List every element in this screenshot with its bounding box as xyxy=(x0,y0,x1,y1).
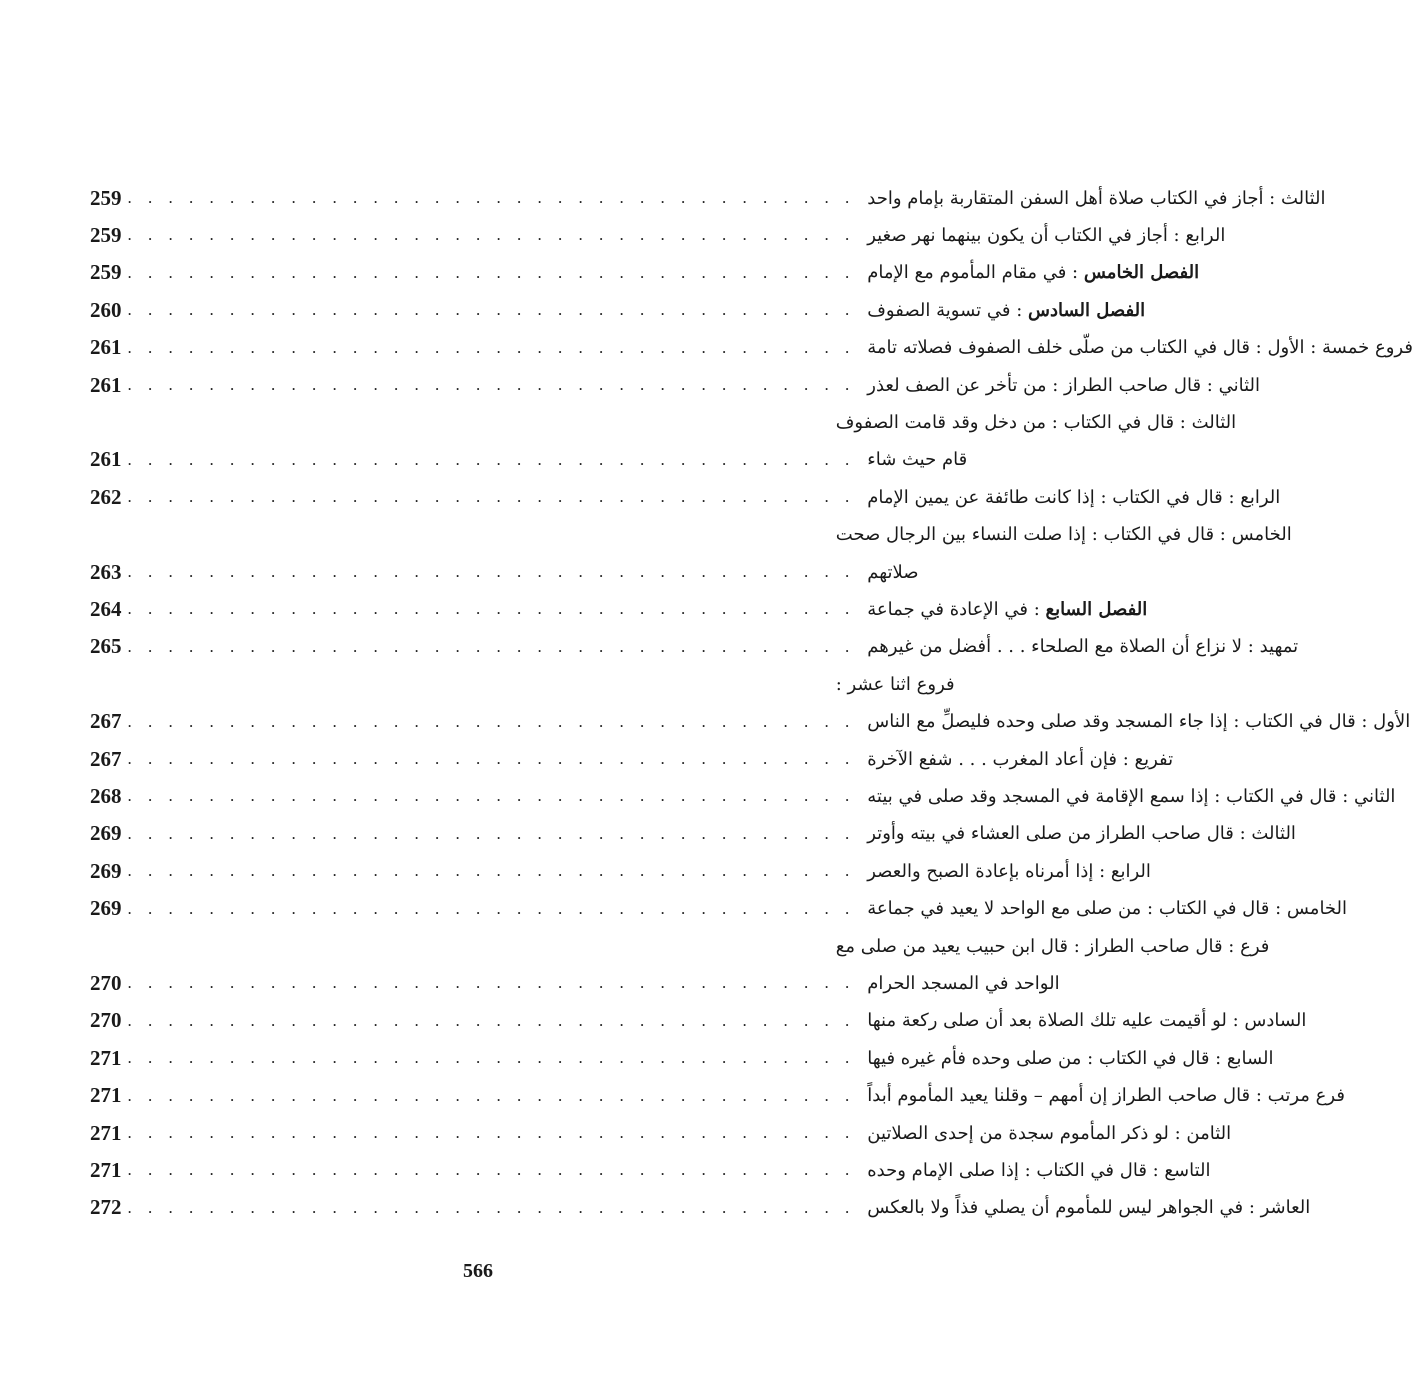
toc-entry-text: صلاتهم xyxy=(867,561,919,583)
toc-entry-text: فرع مرتب : قال صاحب الطراز إن أمهم – وقلنا يعيد المأموم أبداً xyxy=(867,1085,1345,1107)
toc-row xyxy=(90,741,1174,777)
toc-row xyxy=(90,554,919,590)
toc-entry-text: فرع : قال صاحب الطراز : قال ابن حبيب يعيد من صلى مع xyxy=(835,935,1270,957)
toc-page-number: 272 xyxy=(90,1195,122,1220)
toc-entry-text: الخامس : قال في الكتاب : إذا صلت النساء بين الرجال صحت xyxy=(835,524,1292,546)
toc-entry-text: الثاني : قال صاحب الطراز : من تأخر عن الصف لعذر xyxy=(867,374,1260,396)
toc-row xyxy=(90,1040,1274,1076)
toc-entry xyxy=(861,1123,1231,1144)
toc-entry xyxy=(861,1197,1310,1218)
toc-row xyxy=(90,479,1281,515)
toc-entry xyxy=(861,188,1325,209)
toc-page-number: 271 xyxy=(90,1120,122,1145)
toc-entry-text: التاسع : قال في الكتاب : إذا صلى الإمام وحده xyxy=(867,1159,1211,1181)
toc-page-number: 261 xyxy=(90,447,122,472)
toc-row xyxy=(90,292,1146,328)
toc-entry-text: : في الإعادة في جماعة xyxy=(867,598,1046,620)
toc-page-number: 265 xyxy=(90,634,122,659)
toc-row xyxy=(90,1152,1211,1188)
dot-leader: . . . . . . . . . . . . . . . . . . . . . . . . . . . . . . . . . . . . xyxy=(127,375,856,394)
toc-entry xyxy=(861,375,1260,396)
toc-entry-text: تفريع : فإن أعاد المغرب . . . شفع الآخرة xyxy=(867,748,1174,770)
toc-entry-text: السادس : لو أقيمت عليه تلك الصلاة بعد أن صلى ركعة منها xyxy=(867,1010,1307,1032)
toc-entry xyxy=(861,973,1059,994)
toc-entry xyxy=(861,711,1410,732)
dot-leader: . . . . . . . . . . . . . . . . . . . . . . . . . . . . . . . . . . . . xyxy=(127,337,856,357)
toc-entry-text: فروع اثنا عشر : xyxy=(835,673,955,695)
toc-entry-text: الثامن : لو ذكر المأموم سجدة من إحدى الصلاتين xyxy=(867,1122,1232,1144)
toc-entry-text: الرابع : أجاز في الكتاب أن يكون بينهما نهر صغير xyxy=(867,224,1226,246)
toc-entry-text: الواحد في المسجد الحرام xyxy=(867,972,1060,994)
toc-row xyxy=(90,367,1260,403)
toc-page-number: 261 xyxy=(90,335,122,360)
dot-leader: . . . . . . . . . . . . . . . . . . . . . . . . . . . . . . . . . . . . xyxy=(127,449,856,469)
toc-entry-text: فروع خمسة : الأول : قال في الكتاب من صلّى خلف الصفوف فصلاته تامة xyxy=(867,337,1413,359)
toc-page-number: 259 xyxy=(90,260,122,285)
toc-row xyxy=(90,928,1270,964)
toc-entry-text: الرابع : قال في الكتاب : إذا كانت طائفة عن يمين الإمام xyxy=(867,486,1281,508)
dot-leader: . . . . . . . . . . . . . . . . . . . . . . . . . . . . . . . . . . . . xyxy=(127,861,856,881)
chapter-heading: الفصل السابع xyxy=(1045,598,1148,620)
toc-entry-text: قام حيث شاء xyxy=(867,449,968,471)
toc-page-number: 268 xyxy=(90,783,122,808)
toc-row xyxy=(90,853,1151,889)
toc-entry-text: الثالث : قال صاحب الطراز من صلى العشاء في بيته وأوتر xyxy=(867,823,1296,845)
toc-row xyxy=(90,965,1060,1001)
toc-row xyxy=(90,442,968,478)
toc-entry xyxy=(861,449,967,470)
toc-entry-text: الثالث : قال في الكتاب : من دخل وقد قامت الصفوف xyxy=(835,411,1237,433)
toc-entry xyxy=(861,786,1395,807)
toc-row xyxy=(90,1190,1311,1226)
dot-leader: . . . . . . . . . . . . . . . . . . . . . . . . . . . . . . . . . . . . xyxy=(127,487,856,507)
chapter-heading: الفصل الخامس xyxy=(1083,262,1200,284)
toc-entry-text: الثاني : قال في الكتاب : إذا سمع الإقامة في المسجد وقد صلى في بيته xyxy=(867,785,1396,807)
toc-entry xyxy=(830,936,1270,957)
toc-entry xyxy=(861,562,918,583)
toc-entry xyxy=(861,337,1413,358)
toc-entry xyxy=(861,823,1296,844)
toc-entry xyxy=(830,524,1292,545)
chapter-heading: الفصل السادس xyxy=(1028,299,1146,321)
toc-entry-text: السابع : قال في الكتاب : من صلى وحده فأم غيره فيها xyxy=(867,1047,1274,1069)
toc-entry xyxy=(861,1085,1345,1106)
toc-entry xyxy=(861,300,1145,321)
toc-page-number: 261 xyxy=(90,372,122,397)
toc-entry xyxy=(861,262,1199,283)
dot-leader: . . . . . . . . . . . . . . . . . . . . . . . . . . . . . . . . . . . . xyxy=(127,262,856,282)
dot-leader: . . . . . . . . . . . . . . . . . . . . . . . . . . . . . . . . . . . . xyxy=(127,562,856,581)
dot-leader: . . . . . . . . . . . . . . . . . . . . . . . . . . . . . . . . . . . . xyxy=(127,300,856,320)
toc-entry-text: العاشر : في الجواهر ليس للمأموم أن يصلي فذاً ولا بالعكس xyxy=(867,1197,1311,1219)
dot-leader: . . . . . . . . . . . . . . . . . . . . . . . . . . . . . . . . . . . . xyxy=(127,1048,856,1068)
toc-entry xyxy=(830,674,955,695)
toc-entry-text: الخامس : قال في الكتاب : من صلى مع الواحد لا يعيد في جماعة xyxy=(867,898,1348,920)
dot-leader: . . . . . . . . . . . . . . . . . . . . . . . . . . . . . . . . . . . . xyxy=(127,898,856,918)
toc-row xyxy=(90,404,1237,440)
dot-leader: . . . . . . . . . . . . . . . . . . . . . . . . . . . . . . . . . . . . xyxy=(127,786,856,806)
toc-entry xyxy=(861,487,1280,508)
dot-leader: . . . . . . . . . . . . . . . . . . . . . . . . . . . . . . . . . . . . xyxy=(127,823,856,843)
toc-entry-text: الأول : قال في الكتاب : إذا جاء المسجد وقد صلى وحده فليصلِّ مع الناس xyxy=(867,711,1411,733)
toc-page-number: 271 xyxy=(90,1157,122,1182)
toc-page-number: 269 xyxy=(90,896,122,921)
toc-entry xyxy=(861,861,1151,882)
toc-page-number: 267 xyxy=(90,746,122,771)
toc-entry-text: : في مقام المأموم مع الإمام xyxy=(867,262,1084,284)
toc-row xyxy=(90,1115,1232,1151)
toc-page-number: 259 xyxy=(90,222,122,247)
toc-row xyxy=(90,666,955,702)
toc-page-number: 269 xyxy=(90,821,122,846)
toc-page-number: 271 xyxy=(90,1045,122,1070)
dot-leader: . . . . . . . . . . . . . . . . . . . . . . . . . . . . . . . . . . . . xyxy=(127,973,856,993)
toc-row xyxy=(90,180,1326,216)
dot-leader: . . . . . . . . . . . . . . . . . . . . . . . . . . . . . . . . . . . . xyxy=(127,1123,856,1142)
toc-row xyxy=(90,629,1299,665)
toc-page-number: 262 xyxy=(90,484,122,509)
toc-row xyxy=(90,891,1348,927)
dot-leader: . . . . . . . . . . . . . . . . . . . . . . . . . . . . . . . . . . . . xyxy=(127,1085,856,1105)
toc-row xyxy=(90,816,1296,852)
toc-row xyxy=(90,778,1396,814)
toc-row xyxy=(90,1003,1307,1039)
toc-entry-text: : في تسوية الصفوف xyxy=(867,299,1028,321)
toc-entry xyxy=(861,599,1147,620)
toc-page-number: 271 xyxy=(90,1083,122,1108)
dot-leader: . . . . . . . . . . . . . . . . . . . . . . . . . . . . . . . . . . . . xyxy=(127,1010,856,1030)
toc-entry xyxy=(861,1010,1306,1031)
dot-leader: . . . . . . . . . . . . . . . . . . . . . . . . . . . . . . . . . . . . xyxy=(127,1160,856,1180)
toc-row xyxy=(90,255,1200,291)
toc-page-number: 270 xyxy=(90,1008,122,1033)
toc-page-number: 263 xyxy=(90,559,122,584)
toc-entry xyxy=(861,1048,1273,1069)
dot-leader: . . . . . . . . . . . . . . . . . . . . . . . . . . . . . . . . . . . . xyxy=(127,749,856,768)
dot-leader: . . . . . . . . . . . . . . . . . . . . . . . . . . . . . . . . . . . . xyxy=(127,1197,856,1217)
toc-entry xyxy=(830,412,1236,433)
page-number: 566 xyxy=(463,1260,493,1282)
dot-leader: . . . . . . . . . . . . . . . . . . . . . . . . . . . . . . . . . . . . xyxy=(127,225,856,245)
toc-page-number: 269 xyxy=(90,858,122,883)
toc-entry xyxy=(861,636,1298,657)
dot-leader: . . . . . . . . . . . . . . . . . . . . . . . . . . . . . . . . . . . . xyxy=(127,711,856,731)
toc-row xyxy=(90,591,1148,627)
dot-leader: . . . . . . . . . . . . . . . . . . . . . . . . . . . . . . . . . . . . xyxy=(127,188,856,207)
toc-row xyxy=(90,217,1226,253)
toc-entry xyxy=(861,225,1225,246)
toc-row xyxy=(90,330,1413,366)
toc-page-number: 260 xyxy=(90,297,122,322)
toc-page-number: 264 xyxy=(90,596,122,621)
toc-page-number: 259 xyxy=(90,185,122,210)
toc-row xyxy=(90,1078,1345,1114)
toc-row xyxy=(90,704,1411,740)
toc-page-number: 270 xyxy=(90,970,122,995)
toc-entry xyxy=(861,898,1347,919)
toc-row xyxy=(90,517,1292,553)
dot-leader: . . . . . . . . . . . . . . . . . . . . . . . . . . . . . . . . . . . . xyxy=(127,636,856,656)
dot-leader: . . . . . . . . . . . . . . . . . . . . . . . . . . . . . . . . . . . . xyxy=(127,599,856,619)
toc-entry xyxy=(861,1160,1210,1181)
toc-entry-text: الثالث : أجاز في الكتاب صلاة أهل السفن المتقاربة بإمام واحد xyxy=(867,187,1326,209)
toc-entry-text: تمهيد : لا نزاع أن الصلاة مع الصلحاء . . . أفضل من غيرهم xyxy=(867,636,1299,658)
toc-entry-text: الرابع : إذا أمرناه بإعادة الصبح والعصر xyxy=(867,860,1151,882)
toc-page-number: 267 xyxy=(90,709,122,734)
toc-entry xyxy=(861,749,1173,770)
